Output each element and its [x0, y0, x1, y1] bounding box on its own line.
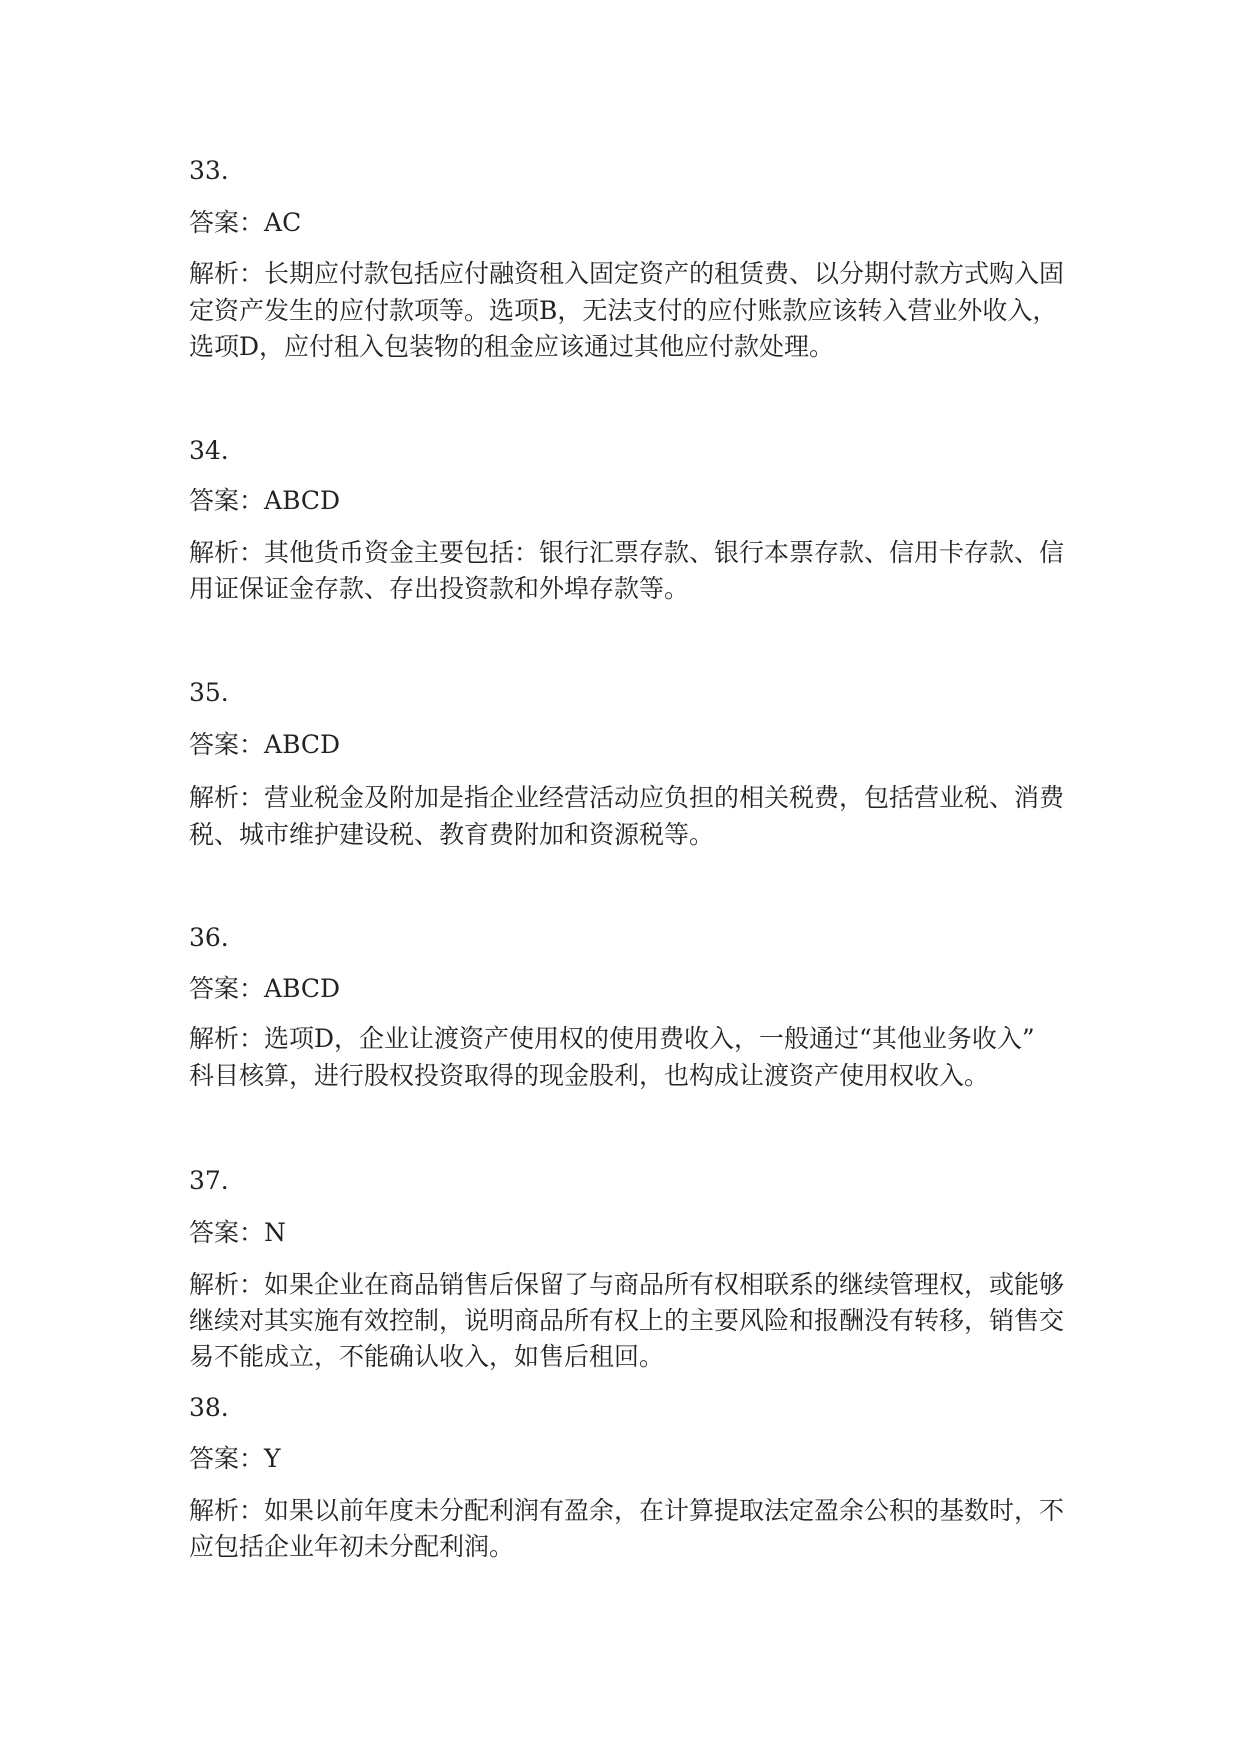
answer-value: N	[264, 1218, 286, 1247]
explanation-line	[189, 293, 1069, 329]
explanation-line	[189, 1493, 1069, 1529]
answer-value: Y	[264, 1444, 281, 1473]
question-number	[189, 433, 1069, 469]
explanation-line	[189, 817, 1069, 853]
explanation-line	[189, 329, 1069, 365]
explanation-text: 解析：其他货币资金主要包括：银行汇票存款、银行本票存款、信用卡存款、信	[189, 538, 1065, 567]
explanation-line	[189, 1529, 1069, 1565]
answer-value: ABCD	[264, 974, 341, 1003]
explanation-text: 解析：长期应付款包括应付融资租入固定资产的租赁费、以分期付款方式购入固	[189, 259, 1065, 288]
answer-line	[189, 971, 1069, 1007]
answer-line	[189, 205, 1069, 241]
answer-line	[189, 1441, 1069, 1477]
explanation-line	[189, 1021, 1069, 1057]
question-number-text: 33.	[189, 156, 229, 185]
explanation-line	[189, 1058, 1069, 1094]
answer-value: ABCD	[264, 730, 341, 759]
question-number	[189, 153, 1069, 189]
answer-label: 答案：	[189, 486, 265, 515]
answer-line	[189, 727, 1069, 763]
explanation-line	[189, 1339, 1069, 1375]
explanation-line	[189, 256, 1069, 292]
answer-label: 答案：	[189, 1218, 265, 1247]
explanation-line	[189, 571, 1069, 607]
answer-label: 答案：	[189, 208, 265, 237]
explanation-line	[189, 1303, 1069, 1339]
explanation-text: 解析：如果企业在商品销售后保留了与商品所有权相联系的继续管理权，或能够	[189, 1270, 1065, 1299]
question-number-text: 35.	[189, 678, 229, 707]
question-number-text: 34.	[189, 436, 229, 465]
question-number-text: 36.	[189, 923, 229, 952]
answer-label: 答案：	[189, 730, 265, 759]
answer-value: ABCD	[264, 486, 341, 515]
answer-line	[189, 1215, 1069, 1251]
explanation-text: 应包括企业年初未分配利润。	[189, 1532, 515, 1561]
explanation-line	[189, 1267, 1069, 1303]
explanation-text: 易不能成立，不能确认收入，如售后租回。	[189, 1342, 665, 1371]
question-number	[189, 1163, 1069, 1199]
explanation-text: 科目核算，进行股权投资取得的现金股利，也构成让渡资产使用权收入。	[189, 1061, 990, 1090]
answer-line	[189, 483, 1069, 519]
explanation-text: 用证保证金存款、存出投资款和外埠存款等。	[189, 574, 690, 603]
question-number-text: 37.	[189, 1166, 229, 1195]
question-number	[189, 920, 1069, 956]
explanation-text: 选项D，应付租入包装物的租金应该通过其他应付款处理。	[189, 332, 835, 361]
explanation-text: 解析：营业税金及附加是指企业经营活动应负担的相关税费，包括营业税、消费	[189, 783, 1065, 812]
explanation-text: 解析：选项D，企业让渡资产使用权的使用费收入，一般通过“其他业务收入”	[189, 1024, 1035, 1053]
question-number	[189, 675, 1069, 711]
explanation-line	[189, 535, 1069, 571]
question-number	[189, 1390, 1069, 1426]
answer-label: 答案：	[189, 1444, 265, 1473]
explanation-text: 解析：如果以前年度未分配利润有盈余，在计算提取法定盈余公积的基数时，不	[189, 1496, 1065, 1525]
question-number-text: 38.	[189, 1393, 229, 1422]
explanation-text: 定资产发生的应付款项等。选项B，无法支付的应付账款应该转入营业外收入，	[189, 296, 1058, 325]
explanation-text: 税、城市维护建设税、教育费附加和资源税等。	[189, 820, 715, 849]
answer-value: AC	[264, 208, 302, 237]
answer-label: 答案：	[189, 974, 265, 1003]
explanation-line	[189, 780, 1069, 816]
explanation-text: 继续对其实施有效控制，说明商品所有权上的主要风险和报酬没有转移，销售交	[189, 1306, 1065, 1335]
